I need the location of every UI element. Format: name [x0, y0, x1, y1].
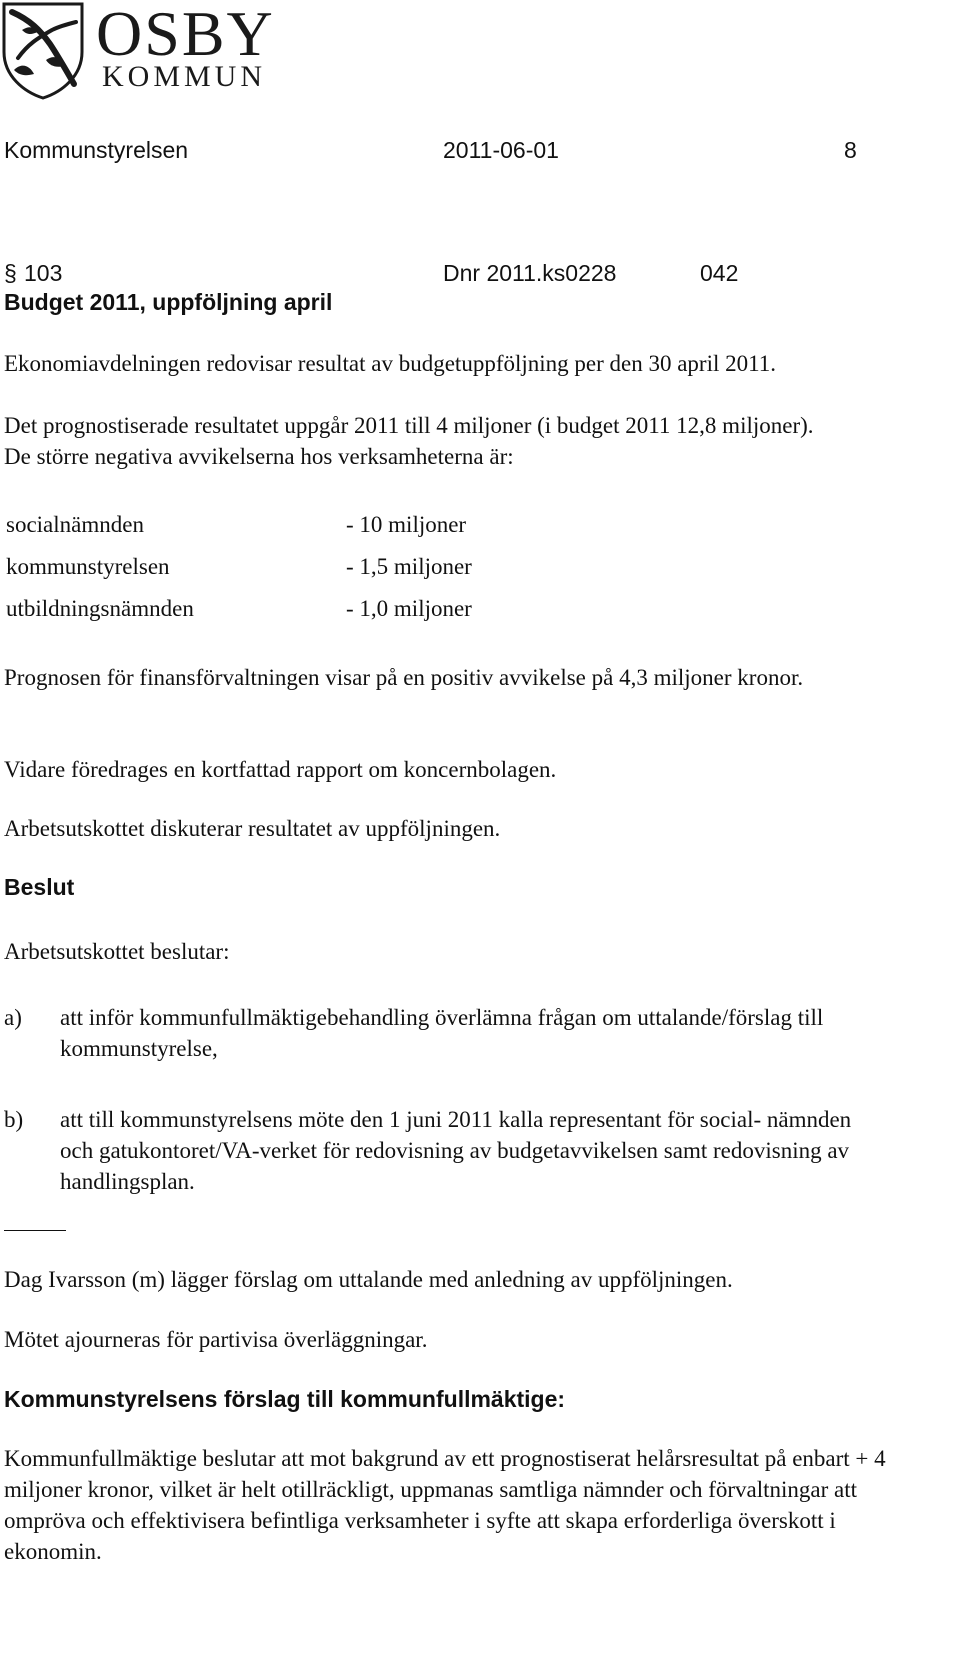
paragraph-intro: Ekonomiavdelningen redovisar resultat av budgetuppföljning per den 30 april 2011.	[4, 351, 777, 376]
separator-line	[4, 1230, 66, 1231]
header-date: 2011-06-01	[443, 137, 559, 163]
paragraph-proposal: Kommunfullmäktige beslutar att mot bakgrund av ett prognostiserat helårsresultat på enbart + 4 miljoner kronor, vilket är helt otillräckligt, uppmanas samtliga nämnder och förvaltningar att ompröva och effektivisera befintliga verksamheter i syfte att skapa erforderliga överskott i ekonomin.	[4, 1446, 886, 1564]
logo-name: OSBY	[96, 0, 275, 69]
deviation-unit: kommunstyrelsen	[6, 554, 170, 579]
section-title: Budget 2011, uppföljning april	[4, 289, 333, 315]
deviation-unit: socialnämnden	[6, 512, 144, 537]
header-page-number: 8	[844, 137, 857, 163]
proposal-heading: Kommunstyrelsens förslag till kommunfullmäktige:	[4, 1386, 566, 1412]
header-organisation: Kommunstyrelsen	[4, 137, 189, 163]
diary-number: Dnr 2011.ks0228	[443, 260, 617, 286]
deviation-unit: utbildningsnämnden	[6, 596, 194, 621]
decision-item-label: b)	[4, 1107, 24, 1132]
osby-kommun-logo	[0, 0, 275, 100]
deviation-amount: - 10 miljoner	[346, 512, 467, 537]
archive-code: 042	[700, 260, 739, 286]
decision-item-label: a)	[4, 1005, 22, 1030]
deviation-amount: - 1,0 miljoner	[346, 596, 472, 621]
paragraph-adjournment: Mötet ajourneras för partivisa överläggningar.	[4, 1327, 428, 1352]
decision-item	[4, 1002, 904, 1064]
logo-subtitle: KOMMUN	[102, 60, 267, 93]
paragraph-report: Vidare föredrages en kortfattad rapport om koncernbolagen.	[4, 757, 557, 782]
decision-item-text: att till kommunstyrelsens möte den 1 juni 2011 kalla representant för social- nämnden och gatukontoret/VA-verket för redovisning av budgetavvikelsen samt redovisning av handlingsplan.	[60, 1107, 852, 1194]
decision-intro: Arbetsutskottet beslutar:	[4, 939, 230, 964]
paragraph-finance: Prognosen för finansförvaltningen visar på en positiv avvikelse på 4,3 miljoner kronor.	[4, 665, 804, 690]
coat-of-arms-icon	[0, 0, 90, 100]
paragraph-proposal-note: Dag Ivarsson (m) lägger förslag om uttalande med anledning av uppföljningen.	[4, 1267, 733, 1292]
decision-item	[4, 1104, 904, 1197]
decision-heading: Beslut	[4, 874, 75, 900]
deviation-amount: - 1,5 miljoner	[346, 554, 472, 579]
section-symbol: §	[4, 260, 17, 286]
paragraph-discussion: Arbetsutskottet diskuterar resultatet av uppföljningen.	[4, 816, 501, 841]
decision-item-text: att inför kommunfullmäktigebehandling överlämna frågan om uttalande/förslag till kommunstyrelse,	[60, 1005, 824, 1061]
paragraph-forecast: Det prognostiserade resultatet uppgår 2011 till 4 miljoner (i budget 2011 12,8 miljoner). De större negativa avvikelserna hos verksamheterna är:	[4, 413, 814, 469]
section-number: 103	[24, 260, 63, 286]
